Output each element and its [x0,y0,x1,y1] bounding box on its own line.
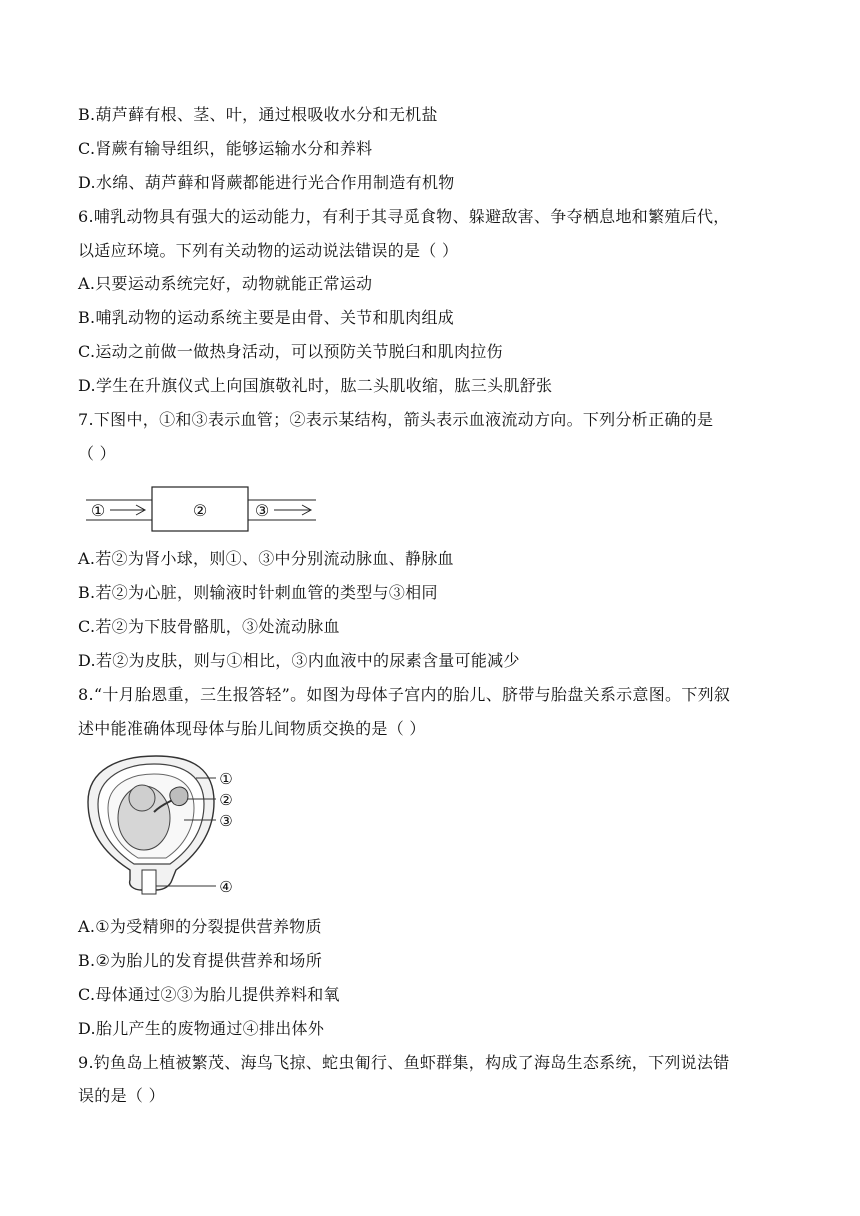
q8-option-b: B.②为胎儿的发育提供营养和场所 [78,951,322,970]
q6-option-c: C.运动之前做一做热身活动，可以预防关节脱臼和肌肉拉伤 [78,342,503,361]
q6-stem-line-1: 6.哺乳动物具有强大的运动能力，有利于其寻觅食物、躲避敌害、争夺栖息地和繁殖后代， [78,207,730,226]
q7-stem-line-2: （ ） [78,444,116,463]
q5-option-c: C.肾蕨有输导组织，能够运输水分和养料 [78,139,373,158]
q8-option-a: A.①为受精卵的分裂提供营养物质 [78,917,322,936]
label-4: ④ [219,878,233,896]
placenta [170,787,188,805]
q6-option-b: B.哺乳动物的运动系统主要是由骨、关节和肌肉组成 [78,308,455,327]
label-3: ③ [219,812,233,830]
label-2: ② [219,791,233,809]
q7-stem-line-1: 7.下图中，①和③表示血管；②表示某结构，箭头表示血液流动方向。下列分析正确的是 [78,410,714,429]
q9-stem-line-1: 9.钓鱼岛上植被繁茂、海鸟飞掠、蛇虫匍行、鱼虾群集，构成了海岛生态系统，下列说法错 [78,1053,730,1072]
q7-option-a: A.若②为肾小球，则①、③中分别流动脉血、静脉血 [78,549,454,568]
fetus-head [129,785,155,811]
q6-option-a: A.只要运动系统完好，动物就能正常运动 [78,274,373,293]
q6-stem-line-2: 以适应环境。下列有关动物的运动说法错误的是（ ） [78,241,459,260]
label-1: ① [219,770,233,788]
q8-option-c: C.母体通过②③为胎儿提供养料和氧 [78,985,340,1004]
q8-option-d: D.胎儿产生的废物通过④排出体外 [78,1019,325,1038]
label-3: ③ [254,501,270,520]
vagina-canal [142,870,156,894]
label-1: ① [90,501,106,520]
uterus-fetus-diagram [84,752,244,900]
q8-stem-line-2: 述中能准确体现母体与胎儿间物质交换的是（ ） [78,719,426,738]
q5-option-b: B.葫芦藓有根、茎、叶，通过根吸收水分和无机盐 [78,105,438,124]
q9-stem-line-2: 误的是（ ） [78,1086,165,1105]
q5-option-d: D.水绵、葫芦藓和肾蕨都能进行光合作用制造有机物 [78,173,455,192]
q8-stem-line-1: 8.“十月胎恩重，三生报答轻”。如图为母体子宫内的胎儿、脐带与胎盘关系示意图。下列叙 [78,685,731,704]
q7-option-b: B.若②为心脏，则输液时针刺血管的类型与③相同 [78,583,438,602]
q7-option-d: D.若②为皮肤，则与①相比，③内血液中的尿素含量可能减少 [78,651,520,670]
q7-option-c: C.若②为下肢骨骼肌，③处流动脉血 [78,617,340,636]
label-2: ② [192,501,208,520]
blood-flow-diagram [86,482,322,536]
q6-option-d: D.学生在升旗仪式上向国旗敬礼时，肱二头肌收缩，肱三头肌舒张 [78,376,553,395]
